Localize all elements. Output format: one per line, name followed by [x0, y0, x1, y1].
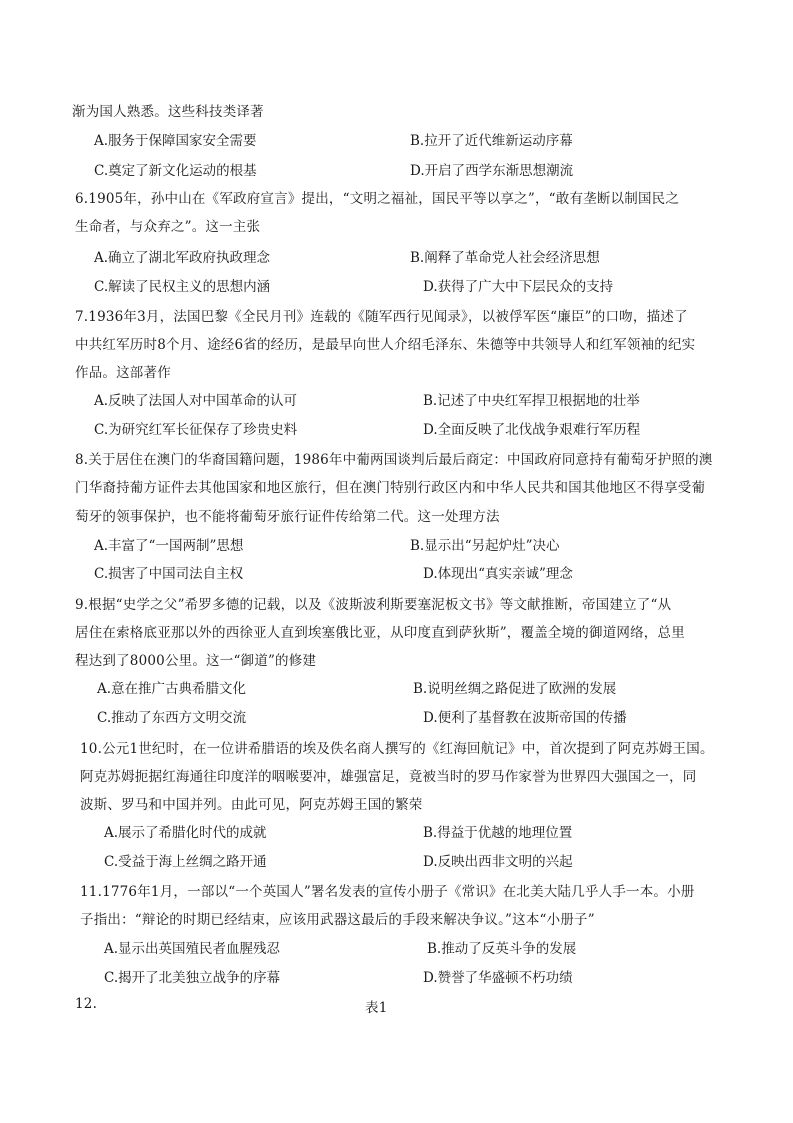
question-9-stem: 程达到了8000公里。这一“御道”的修建: [75, 653, 317, 669]
question-11-option-d: D.赞誉了华盛顿不朽功绩: [423, 970, 573, 986]
question-11-option-c: C.揭开了北美独立战争的序幕: [104, 970, 281, 986]
question-6-option-a: A.确立了湖北军政府执政理念: [94, 250, 271, 266]
question-7-option-b: B.记述了中央红军捍卫根据地的壮举: [423, 393, 640, 409]
question-10-option-b: B.得益于优越的地理位置: [423, 825, 573, 841]
question-7-stem: 7.1936年3月，法国巴黎《全民月刊》连载的《随军西行见闻录》，以被俘军医“廉臣”的口吻，描述了: [75, 309, 688, 325]
question-6-stem: 6.1905年，孙中山在《军政府宣言》提出，“文明之福祉，国民平等以享之”，“敢有垄断以制国民之: [75, 191, 680, 207]
question-6-option-b: B.阐释了革命党人社会经济思想: [410, 250, 600, 266]
question-11-option-a: A.显示出英国殖民者血腥残忍: [104, 941, 281, 957]
question-11-stem: 11.1776年1月，一部以“一个英国人”署名发表的宣传小册子《常识》在北美大陆几乎人手一本。小册: [80, 884, 695, 900]
question-8-stem: 萄牙的领事保护，也不能将葡萄牙旅行证件传给第二代。这一处理方法: [75, 509, 500, 525]
question-8-option-a: A.丰富了“一国两制”思想: [94, 538, 244, 554]
question-10-option-a: A.展示了希腊化时代的成就: [104, 825, 267, 841]
question-10-option-c: C.受益于海上丝绸之路开通: [104, 854, 267, 870]
question-12-number: 12.: [75, 996, 98, 1012]
table-caption: 表1: [365, 1000, 388, 1016]
question-10-stem: 阿克苏姆扼据红海通往印度洋的咽喉要冲，雄强富足，竟被当时的罗马作家誉为世界四大强国之一，同: [80, 769, 697, 785]
question-10-stem: 波斯、罗马和中国并列。由此可见，阿克苏姆王国的繁荣: [80, 797, 423, 813]
question-6-option-d: D.获得了广大中下层民众的支持: [423, 279, 614, 295]
question-7-stem: 作品。这部著作: [75, 365, 171, 381]
question-8-stem: 门华裔持葡方证件去其他国家和地区旅行，但在澳门特别行政区内和中华人民共和国其他地区不得享受葡: [75, 480, 706, 496]
question-10-option-d: D.反映出西非文明的兴起: [423, 854, 573, 870]
question-11-option-b: B.推动了反英斗争的发展: [427, 941, 577, 957]
question-9-option-b: B.说明丝绸之路促进了欧洲的发展: [413, 681, 617, 697]
question-7-option-c: C.为研究红军长征保存了珍贵史料: [94, 422, 298, 438]
question-8-option-c: C.损害了中国司法自主权: [94, 566, 244, 582]
question-9-stem: 居住在索格底亚那以外的西徐亚人直到埃塞俄比亚，从印度直到萨狄斯”，覆盖全境的御道网络，总里: [75, 625, 685, 641]
question-6-stem: 生命者，与众弃之”。这一主张: [75, 219, 261, 235]
question-6-option-c: C.解读了民权主义的思想内涵: [94, 279, 271, 295]
question-9-option-c: C.推动了东西方文明交流: [97, 710, 247, 726]
question-11-stem: 子指出：“辩论的时期已经结束，应该用武器这最后的手段来解决争议。”这本“小册子”: [80, 912, 595, 928]
question-9-stem: 9.根据“史学之父”希罗多德的记载，以及《波斯波利斯要塞泥板文书》等文献推断，帝国建立了“从: [75, 597, 672, 613]
question-9-option-d: D.便利了基督教在波斯帝国的传播: [423, 710, 627, 726]
question-7-stem: 中共红军历时8个月、途经6省的经历，是最早向世人介绍毛泽东、朱德等中共领导人和红军领袖的纪实: [75, 337, 696, 353]
question-5-stem-tail: 渐为国人熟悉。这些科技类译著: [72, 104, 264, 120]
question-5-option-a: A.服务于保障国家安全需要: [94, 133, 257, 149]
question-7-option-a: A.反映了法国人对中国革命的认可: [94, 393, 298, 409]
question-8-option-d: D.体现出“真实亲诚”理念: [423, 566, 573, 582]
question-10-stem: 10.公元1世纪时，在一位讲希腊语的埃及佚名商人撰写的《红海回航记》中，首次提到了阿克苏姆王国。: [80, 741, 714, 757]
question-9-option-a: A.意在推广古典希腊文化: [97, 681, 247, 697]
question-8-option-b: B.显示出“另起炉灶”决心: [410, 538, 560, 554]
question-8-stem: 8.关于居住在澳门的华裔国籍问题，1986年中葡两国谈判后最后商定：中国政府同意持有葡萄牙护照的澳: [75, 452, 713, 468]
question-5-option-d: D.开启了西学东渐思想潮流: [410, 163, 574, 179]
question-7-option-d: D.全面反映了北伐战争艰难行军历程: [423, 422, 641, 438]
question-5-option-c: C.奠定了新文化运动的根基: [94, 163, 257, 179]
question-5-option-b: B.拉开了近代维新运动序幕: [410, 133, 573, 149]
